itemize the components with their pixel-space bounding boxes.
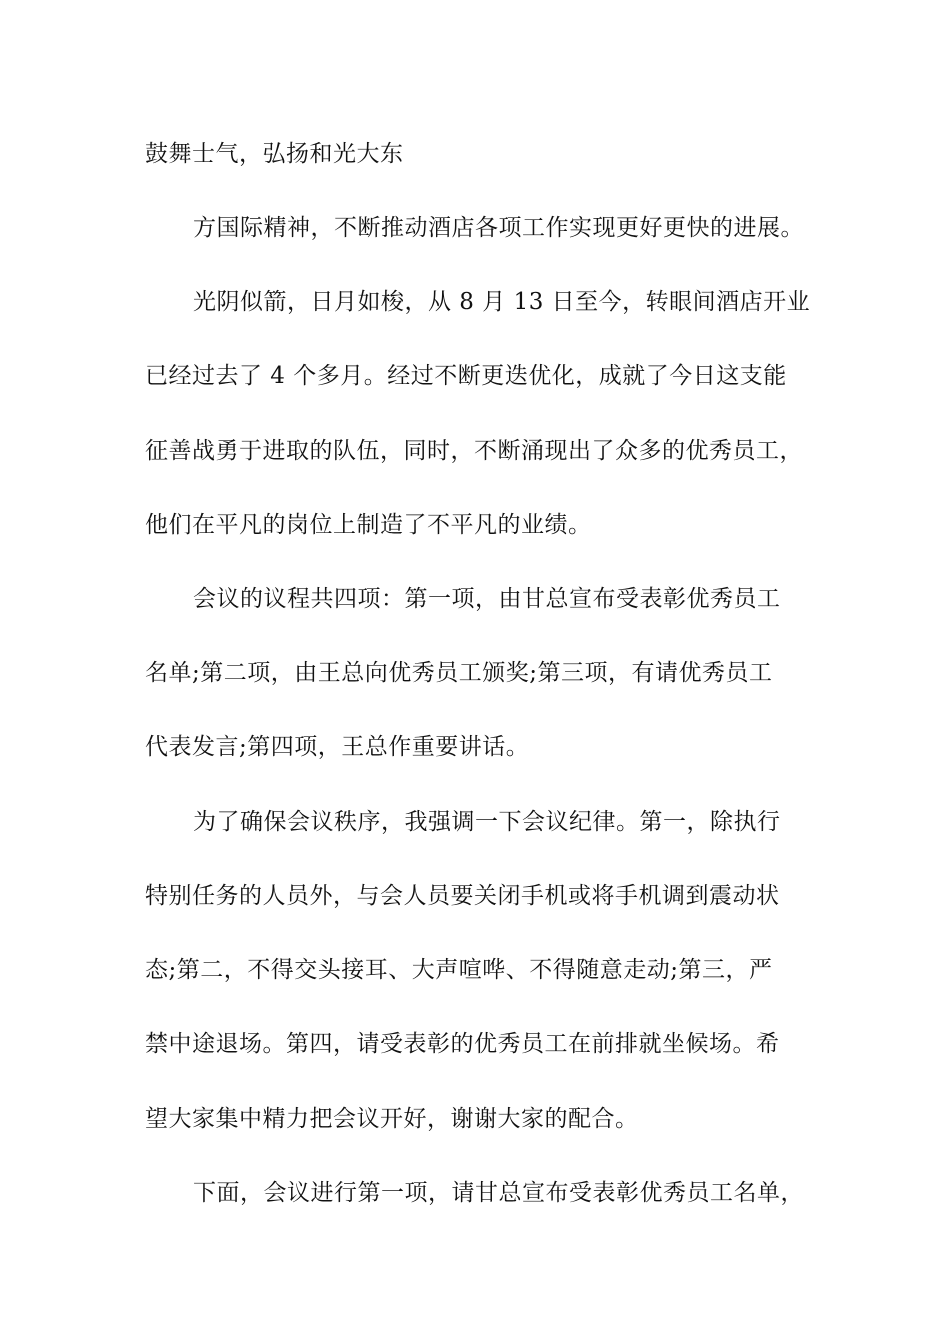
text-line-14: 望大家集中精力把会议开好，谢谢大家的配合。 bbox=[145, 1106, 639, 1132]
text-line-8: 名单;第二项，由王总向优秀员工颁奖;第三项，有请优秀员工 bbox=[145, 660, 773, 686]
text-line-10: 为了确保会议秩序，我强调一下会议纪律。第一，除执行 bbox=[193, 809, 781, 835]
text-line-7: 会议的议程共四项：第一项，由甘总宣布受表彰优秀员工 bbox=[193, 586, 781, 612]
text-line-12: 态;第二，不得交头接耳、大声喧哗、不得随意走动;第三，严 bbox=[145, 957, 773, 983]
text-line-6: 他们在平凡的岗位上制造了不平凡的业绩。 bbox=[145, 512, 592, 538]
text-line-3: 光阴似箭，日月如梭，从 8 月 13 日至今，转眼间酒店开业 bbox=[193, 289, 811, 315]
text-line-9: 代表发言;第四项，王总作重要讲话。 bbox=[145, 734, 530, 760]
text-line-5: 征善战勇于进取的队伍，同时，不断涌现出了众多的优秀员工， bbox=[145, 438, 803, 464]
text-line-2: 方国际精神，不断推动酒店各项工作实现更好更快的进展。 bbox=[193, 215, 804, 241]
text-line-4: 已经过去了 4 个多月。经过不断更迭优化，成就了今日这支能 bbox=[145, 363, 787, 389]
text-line-15: 下面，会议进行第一项，请甘总宣布受表彰优秀员工名单， bbox=[193, 1180, 804, 1206]
text-line-13: 禁中途退场。第四，请受表彰的优秀员工在前排就坐候场。希 bbox=[145, 1031, 780, 1057]
text-line-11: 特别任务的人员外，与会人员要关闭手机或将手机调到震动状 bbox=[145, 883, 780, 909]
text-line-1: 鼓舞士气，弘扬和光大东 bbox=[145, 141, 404, 167]
